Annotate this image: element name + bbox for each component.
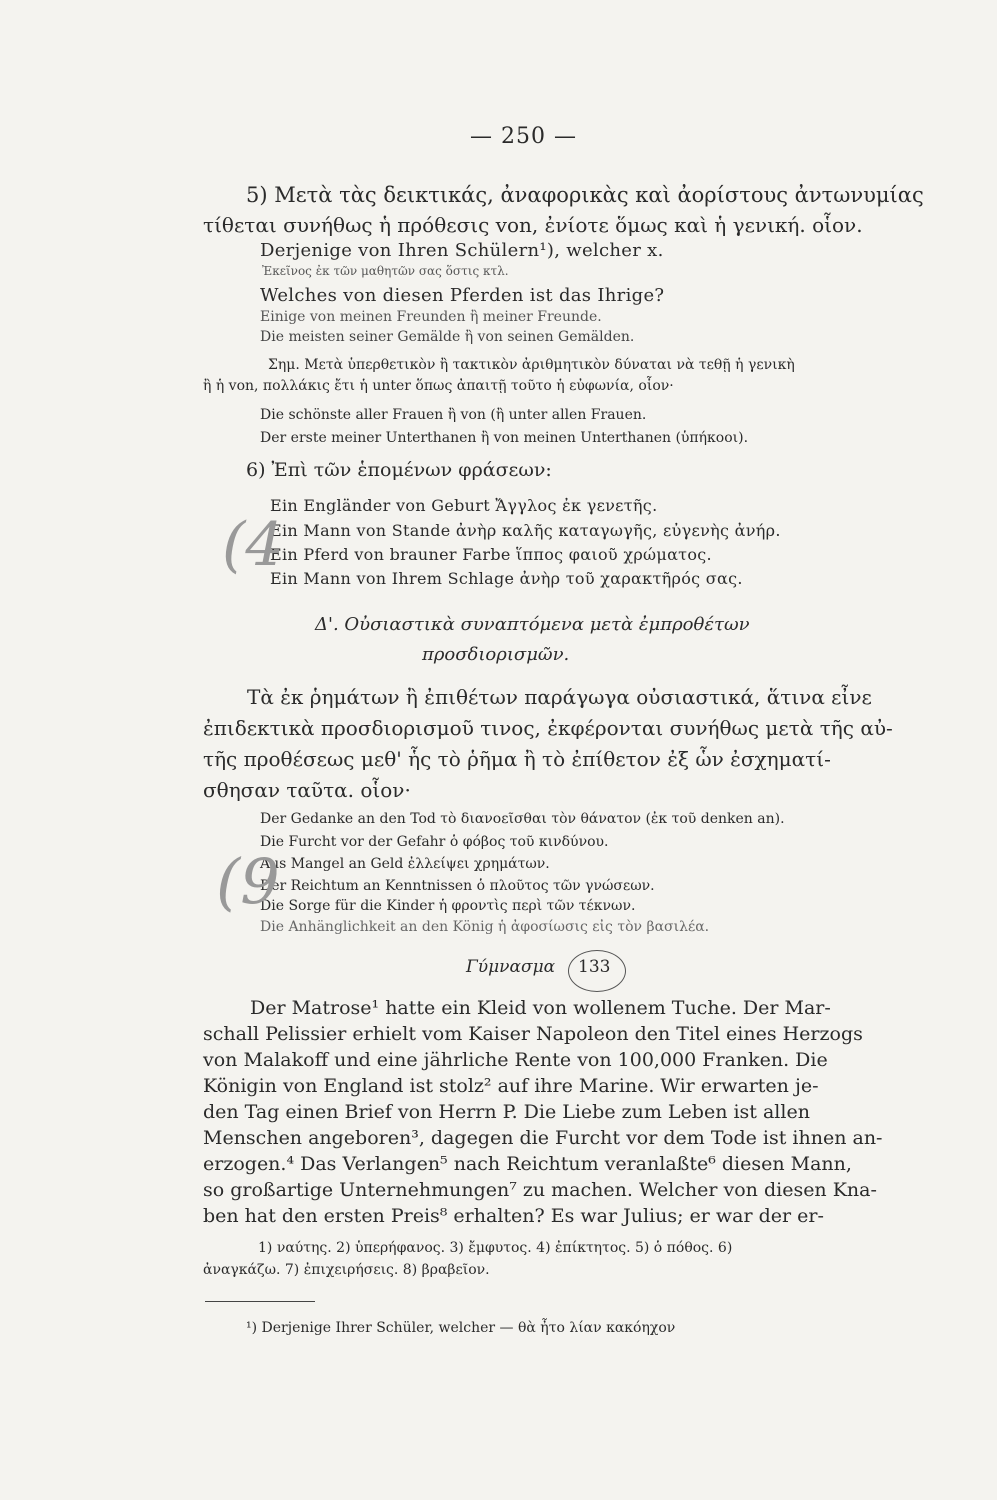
example-line: Der Reichtum an Kenntnissen ὁ πλοῦτος τῶν γνώσεων. (260, 878, 655, 894)
example-line: Die Furcht vor der Gefahr ὁ φόβος τοῦ κινδύνου. (260, 834, 609, 850)
note-example: Der erste meiner Unterthanen ἢ von meinen Unterthanen (ὑπήκοοι). (260, 430, 749, 446)
section-5-line-2: τίθεται συνήθως ἡ πρόθεσις von, ἐνίοτε ὅμως καὶ ἡ γενική. οἷον. (203, 213, 863, 237)
footnote: ¹) Derjenige Ihrer Schüler, welcher — θὰ ἦτο λίαν κακόηχον (246, 1320, 676, 1336)
example-line: Die Sorge für die Kinder ἡ φροντὶς περὶ τῶν τέκνων. (260, 898, 636, 914)
exercise-line: schall Pelissier erhielt vom Kaiser Napoleon den Titel eines Herzogs (203, 1023, 863, 1045)
note-line: Σημ. Μετὰ ὑπερθετικὸν ἢ τακτικὸν ἀριθμητικὸν δύναται νὰ τεθῇ ἡ γενικὴ (268, 357, 795, 373)
example-line: Ein Mann von Ihrem Schlage ἀνὴρ τοῦ χαρακτῆρός σας. (270, 569, 743, 588)
footnote-rule (205, 1301, 315, 1302)
example-line: Der Gedanke an den Tod τὸ διανοεῖσθαι τὸν θάνατον (ἐκ τοῦ denken an). (260, 811, 785, 827)
example-line: Derjenige von Ihren Schülern¹), welcher x. (260, 240, 664, 261)
section-5-heading: 5) Μετὰ τὰς δεικτικάς, ἀναφορικὰς καὶ ἀορίστους ἀντωνυμίας (246, 183, 924, 207)
example-line: Die meisten seiner Gemälde ἢ von seinen Gemälden. (260, 329, 635, 345)
example-line: Ἐκεῖνος ἐκ τῶν μαθητῶν σας ὅστις κτλ. (262, 264, 509, 278)
note-example: Die schönste aller Frauen ἢ von (ἢ unter allen Frauen. (260, 407, 647, 423)
exercise-line: ben hat den ersten Preis⁸ erhalten? Es war Julius; er war der er- (203, 1205, 824, 1227)
exercise-line: Menschen angeboren³, dagegen die Furcht vor dem Tode ist ihnen an- (203, 1127, 883, 1149)
exercise-line: den Tag einen Brief von Herrn P. Die Liebe zum Leben ist allen (203, 1101, 810, 1123)
section-d-title-2: προσδιορισμῶν. (422, 644, 570, 665)
paragraph-line: ἐπιδεκτικὰ προσδιορισμοῦ τινος, ἐκφέρονται συνήθως μετὰ τῆς αὐ- (203, 716, 893, 740)
example-line: Ein Mann von Stande ἀνὴρ καλῆς καταγωγῆς, εὐγενὴς ἀνήρ. (270, 521, 781, 540)
example-line: Welches von diesen Pferden ist das Ihrige? (260, 285, 665, 306)
exercise-line: Der Matrose¹ hatte ein Kleid von wollenem Tuche. Der Mar- (250, 997, 831, 1019)
glossary-line: ἀναγκάζω. 7) ἐπιχειρήσεις. 8) βραβεῖον. (203, 1262, 490, 1278)
exercise-line: so großartige Unternehmungen⁷ zu machen. Welcher von diesen Kna- (203, 1179, 877, 1201)
paragraph-line: σθησαν ταῦτα. οἷον· (203, 778, 411, 802)
note-line: ἢ ἡ von, πολλάκις ἔτι ἡ unter ὅπως ἀπαιτῇ τοῦτο ἡ εὐφωνία, οἷον· (203, 378, 674, 394)
exercise-number: 133 (578, 957, 611, 977)
example-line: Aus Mangel an Geld ἐλλείψει χρημάτων. (260, 856, 550, 872)
section-6-heading: 6) Ἐπὶ τῶν ἑπομένων φράσεων: (246, 459, 552, 481)
paragraph-line: Τὰ ἐκ ῥημάτων ἢ ἐπιθέτων παράγωγα οὐσιαστικά, ἅτινα εἶνε (247, 685, 872, 709)
pencil-mark: (4 (222, 510, 284, 580)
section-d-title: Δ'. Οὐσιαστικὰ συναπτόμενα μετὰ ἐμπροθέτων (315, 614, 750, 635)
exercise-line: erzogen.⁴ Das Verlangen⁵ nach Reichtum veranlaßte⁶ diesen Mann, (203, 1153, 852, 1175)
exercise-label: Γύμνασμα (466, 957, 556, 977)
pencil-mark: (9 (216, 845, 280, 918)
glossary-line: 1) ναύτης. 2) ὑπερήφανος. 3) ἔμφυτος. 4) ἐπίκτητος. 5) ὁ πόθος. 6) (258, 1240, 733, 1256)
example-line: Die Anhänglichkeit an den König ἡ ἀφοσίωσις εἰς τὸν βασιλέα. (260, 919, 710, 935)
exercise-line: Königin von England ist stolz² auf ihre Marine. Wir erwarten je- (203, 1075, 819, 1097)
exercise-line: von Malakoff und eine jährliche Rente von 100,000 Franken. Die (203, 1049, 828, 1071)
example-line: Ein Engländer von Geburt Ἄγγλος ἐκ γενετῆς. (270, 496, 658, 515)
paragraph-line: τῆς προθέσεως μεθ' ἧς τὸ ῥῆμα ἢ τὸ ἐπίθετον ἐξ ὧν ἐσχηματί- (203, 747, 831, 771)
example-line: Ein Pferd von brauner Farbe ἵππος φαιοῦ χρώματος. (270, 545, 712, 564)
page-number: — 250 — (470, 124, 577, 149)
example-line: Einige von meinen Freunden ἢ meiner Freunde. (260, 309, 602, 325)
